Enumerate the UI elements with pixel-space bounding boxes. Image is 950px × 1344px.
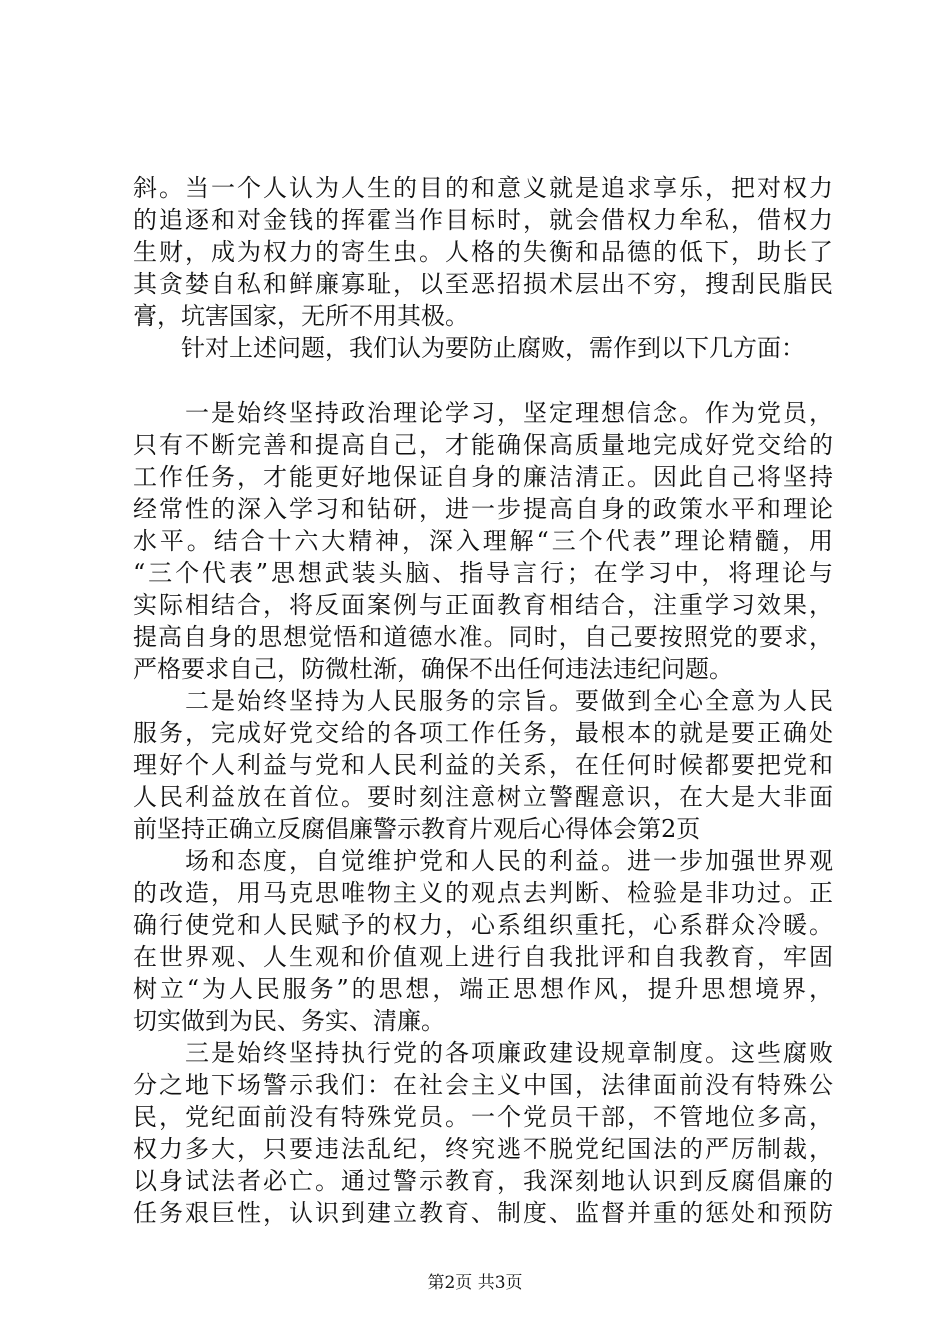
- text-line: 服务，完成好党交给的各项工作任务，最根本的就是要正确处: [133, 719, 833, 747]
- text-line: 针对上述问题，我们认为要防止腐败，需作到以下几方面：: [133, 334, 805, 362]
- text-line: 一是始终坚持政治理论学习，坚定理想信念。作为党员，: [133, 399, 833, 427]
- text-line: 人民利益放在首位。要时刻注意树立警醒意识，在大是大非面: [133, 783, 833, 811]
- text-line: 水平。结合十六大精神，深入理解“三个代表”理论精髓，用: [133, 527, 833, 555]
- text-line: 权力多大，只要违法乱纪，终究逃不脱党纪国法的严厉制裁，: [133, 1135, 833, 1163]
- text-line: 以身试法者必亡。通过警示教育，我深刻地认识到反腐倡廉的: [133, 1167, 833, 1195]
- page-footer: 第2页 共3页: [427, 1273, 523, 1293]
- text-line: “三个代表”思想武装头脑、指导言行；在学习中，将理论与: [133, 559, 833, 587]
- text-line: 斜。当一个人认为人生的目的和意义就是追求享乐，把对权力: [133, 174, 833, 202]
- text-line: 工作任务，才能更好地保证自身的廉洁清正。因此自己将坚持: [133, 463, 833, 491]
- text-line: 树立“为人民服务”的思想，端正思想作风，提升思想境界，: [133, 975, 833, 1003]
- text-line: 民，党纪面前没有特殊党员。一个党员干部，不管地位多高，: [133, 1103, 833, 1131]
- text-line: 前坚持正确立反腐倡廉警示教育片观后心得体会第2页: [133, 815, 701, 843]
- text-line: 分之地下场警示我们：在社会主义中国，法律面前没有特殊公: [133, 1071, 833, 1099]
- document-body: [133, 172, 833, 1229]
- text-line: 膏，坑害国家，无所不用其极。: [133, 302, 469, 330]
- text-line: 二是始终坚持为人民服务的宗旨。要做到全心全意为人民: [133, 687, 833, 715]
- text-line: 只有不断完善和提高自己，才能确保高质量地完成好党交给的: [133, 431, 833, 459]
- text-line: 的追逐和对金钱的挥霍当作目标时，就会借权力牟私，借权力: [133, 206, 833, 234]
- text-line: 场和态度，自觉维护党和人民的利益。进一步加强世界观: [133, 847, 833, 875]
- text-line: 理好个人利益与党和人民利益的关系，在任何时候都要把党和: [133, 751, 833, 779]
- text-line: 切实做到为民、务实、清廉。: [133, 1007, 445, 1035]
- text-line: 的改造，用马克思唯物主义的观点去判断、检验是非功过。正: [133, 879, 833, 907]
- text-line: 实际相结合，将反面案例与正面教育相结合，注重学习效果，: [133, 591, 833, 619]
- paragraph-gap: [133, 364, 833, 397]
- text-line: 确行使党和人民赋予的权力，心系组织重托，心系群众冷暖。: [133, 911, 833, 939]
- text-line: 生财，成为权力的寄生虫。人格的失衡和品德的低下，助长了: [133, 238, 833, 266]
- text-line: 经常性的深入学习和钻研，进一步提高自身的政策水平和理论: [133, 495, 833, 523]
- text-line: 在世界观、人生观和价值观上进行自我批评和自我教育，牢固: [133, 943, 833, 971]
- text-line: 其贪婪自私和鲜廉寡耻，以至恶招损术层出不穷，搜刮民脂民: [133, 270, 833, 298]
- text-line: 严格要求自己，防微杜渐，确保不出任何违法违纪问题。: [133, 655, 733, 683]
- text-line: 提高自身的思想觉悟和道德水准。同时，自己要按照党的要求，: [133, 623, 833, 651]
- text-line: 任务艰巨性，认识到建立教育、制度、监督并重的惩处和预防: [133, 1199, 833, 1227]
- text-line: 三是始终坚持执行党的各项廉政建设规章制度。这些腐败: [133, 1039, 833, 1067]
